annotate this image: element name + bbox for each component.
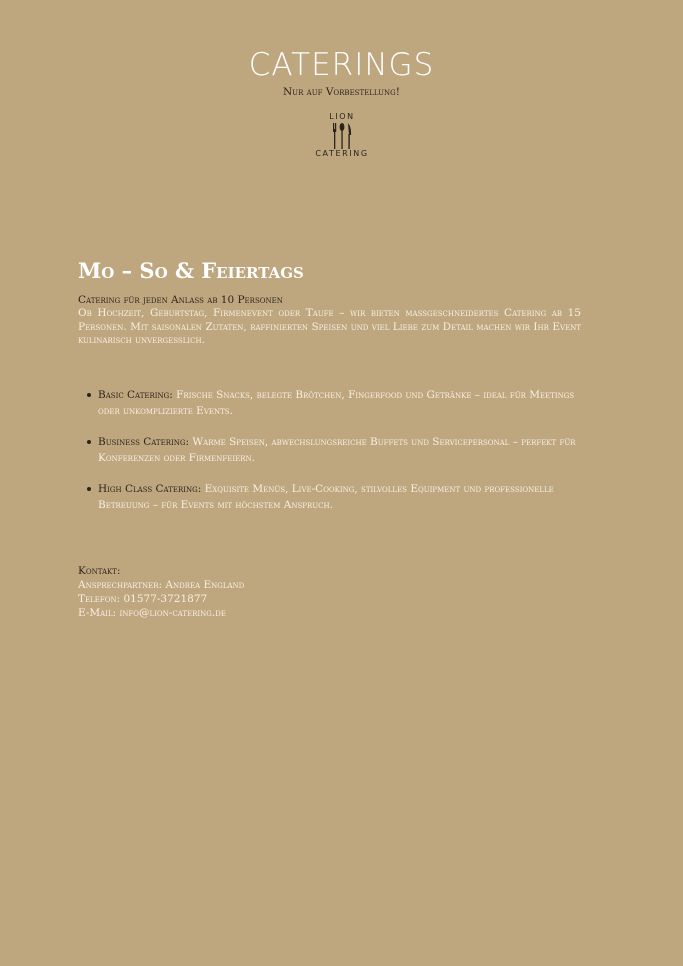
section-title: Mo – So & Feiertags — [78, 258, 304, 283]
bullet-icon — [87, 487, 91, 491]
cutlery-icon — [331, 123, 353, 149]
page-title: CATERINGS — [248, 47, 435, 83]
contact-person: Ansprechpartner: Andrea England — [78, 579, 245, 591]
contact-email[interactable]: E-Mail: info@lion-catering.de — [78, 607, 226, 619]
service-label: Business Catering: — [98, 436, 193, 448]
list-item — [78, 388, 581, 419]
intro-lead: Catering für jeden Anlass ab 10 Personen — [78, 294, 283, 306]
list-item — [78, 435, 581, 466]
page-header — [0, 46, 683, 99]
logo-bottom-text: CATERING — [315, 149, 369, 158]
bullet-icon — [87, 440, 91, 444]
list-item — [78, 482, 581, 513]
service-description: Frische Snacks, belegte Brötchen, Fingerfood und Getränke – ideal für Meetings oder unkomplizierte Events. — [98, 389, 575, 417]
catering-section — [78, 258, 581, 348]
service-label: High Class Catering: — [98, 483, 205, 495]
intro-body: Ob Hochzeit, Geburtstag, Firmenevent oder Taufe – wir bieten maßgeschneidertes Catering ab 15 Personen. Mit saisonalen Zutaten, raffinierten Speisen und viel Liebe zum Detail machen wir Ihr Event kulinarisch unvergesslich. — [78, 307, 581, 346]
service-description: Exquisite Menüs, Live-Cooking, stilvolles Equipment und professionelle Betreuung – für Events mit höchstem Anspruch. — [98, 483, 554, 511]
logo — [306, 112, 378, 168]
bullet-icon — [87, 393, 91, 397]
service-description: Warme Speisen, abwechslungsreiche Buffets und Servicepersonal – perfekt für Konferenzen oder Firmenfeiern. — [98, 436, 576, 464]
contact-block — [78, 564, 478, 620]
service-label: Basic Catering: — [98, 389, 177, 401]
services-list — [78, 388, 581, 529]
logo-top-text: LION — [329, 112, 355, 121]
contact-heading: Kontakt: — [78, 565, 121, 577]
page-subtitle: Nur auf Vorbestellung! — [282, 86, 400, 98]
contact-phone[interactable]: Telefon: 01577-3721877 — [78, 593, 208, 605]
